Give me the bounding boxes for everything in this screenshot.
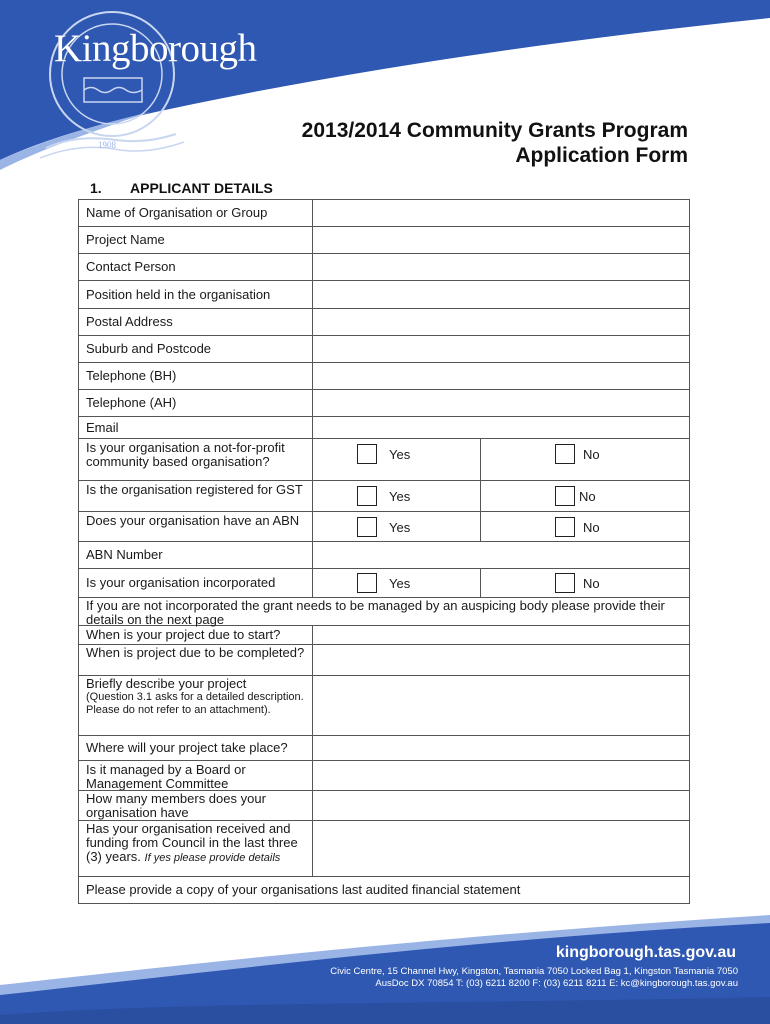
contact-person-label: Contact Person	[79, 254, 313, 280]
row-completed	[79, 645, 689, 676]
members-label: How many members does your organisation have	[79, 791, 313, 820]
abn-no-checkbox[interactable]	[555, 517, 575, 537]
where-field[interactable]	[313, 736, 689, 760]
row-tel-ah	[79, 390, 689, 417]
title-line-1: 2013/2014 Community Grants Program	[301, 119, 688, 142]
row-suburb-postcode	[79, 336, 689, 363]
row-email	[79, 417, 689, 439]
yes-label: Yes	[389, 447, 411, 462]
svg-text:1908: 1908	[98, 140, 116, 150]
funding-field[interactable]	[313, 821, 689, 876]
tel-ah-field[interactable]	[313, 390, 689, 416]
gst-yes-checkbox[interactable]	[357, 486, 377, 506]
board-label: Is it managed by a Board or Management Committee	[79, 761, 313, 790]
tel-bh-label: Telephone (BH)	[79, 363, 313, 389]
project-name-field[interactable]	[313, 227, 689, 253]
yes-label: Yes	[389, 576, 411, 591]
not-for-profit-yes-cell	[313, 439, 481, 480]
gst-no-cell	[481, 481, 689, 511]
row-abn-number	[79, 542, 689, 569]
position-label: Position held in the organisation	[79, 281, 313, 308]
section-label: APPLICANT DETAILS	[130, 180, 273, 196]
postal-address-field[interactable]	[313, 309, 689, 335]
row-board	[79, 761, 689, 791]
org-name-label: Name of Organisation or Group	[79, 200, 313, 226]
not-for-profit-no-cell	[481, 439, 689, 480]
no-label: No	[583, 576, 600, 591]
gst-yes-cell	[313, 481, 481, 511]
row-funding	[79, 821, 689, 877]
no-label: No	[579, 489, 596, 504]
contact-person-field[interactable]	[313, 254, 689, 280]
row-abn	[79, 512, 689, 542]
email-label: Email	[79, 417, 313, 438]
section-heading	[90, 180, 273, 196]
funding-note: If yes please provide details	[144, 852, 281, 864]
no-label: No	[583, 447, 600, 462]
row-where	[79, 736, 689, 761]
row-postal-address	[79, 309, 689, 336]
yes-label: Yes	[389, 489, 411, 504]
footer-swoosh-graphic	[0, 905, 770, 1024]
row-org-name	[79, 200, 689, 227]
tel-ah-label: Telephone (AH)	[79, 390, 313, 416]
abn-yes-checkbox[interactable]	[357, 517, 377, 537]
row-not-for-profit	[79, 439, 689, 481]
board-field[interactable]	[313, 761, 689, 790]
abn-no-cell	[481, 512, 689, 541]
row-gst	[79, 481, 689, 512]
row-contact-person	[79, 254, 689, 281]
abn-number-label: ABN Number	[79, 542, 313, 568]
abn-label: Does your organisation have an ABN	[79, 512, 313, 541]
tel-bh-field[interactable]	[313, 363, 689, 389]
no-label: No	[583, 520, 600, 535]
row-members	[79, 791, 689, 821]
auspicing-note: If you are not incorporated the grant needs to be managed by an auspicing body please provide their details on the next page	[79, 598, 689, 626]
incorporated-no-cell	[481, 569, 689, 597]
footer-website: kingborough.tas.gov.au	[555, 944, 736, 961]
start-field[interactable]	[313, 626, 689, 644]
not-for-profit-no-checkbox[interactable]	[555, 444, 575, 464]
row-start	[79, 626, 689, 645]
describe-field[interactable]	[313, 676, 689, 735]
incorporated-no-checkbox[interactable]	[555, 573, 575, 593]
row-position	[79, 281, 689, 309]
abn-number-field[interactable]	[313, 542, 689, 568]
completed-label: When is project due to be completed?	[79, 645, 313, 675]
abn-yes-cell	[313, 512, 481, 541]
yes-label: Yes	[389, 520, 411, 535]
org-name-field[interactable]	[313, 200, 689, 226]
completed-field[interactable]	[313, 645, 689, 675]
describe-label: Briefly describe your project	[86, 676, 247, 691]
describe-note: (Question 3.1 asks for a detailed description. Please do not refer to an attachment).	[86, 691, 304, 716]
row-describe	[79, 676, 689, 736]
members-field[interactable]	[313, 791, 689, 820]
not-for-profit-label: Is your organisation a not-for-profit community based organisation?	[79, 439, 313, 480]
incorporated-label: Is your organisation incorporated	[79, 569, 313, 597]
footer-address-line-2: AusDoc DX 70854 T: (03) 6211 8200 F: (03) 6211 8211 E: kc@kingborough.tas.gov.au	[375, 978, 738, 989]
gst-no-checkbox[interactable]	[555, 486, 575, 506]
brand-name: Kingborough	[54, 27, 257, 70]
where-label: Where will your project take place?	[79, 736, 313, 760]
not-for-profit-yes-checkbox[interactable]	[357, 444, 377, 464]
incorporated-yes-checkbox[interactable]	[357, 573, 377, 593]
gst-label: Is the organisation registered for GST	[79, 481, 313, 511]
incorporated-yes-cell	[313, 569, 481, 597]
form-title	[302, 118, 688, 168]
suburb-postcode-label: Suburb and Postcode	[79, 336, 313, 362]
project-name-label: Project Name	[79, 227, 313, 253]
row-tel-bh	[79, 363, 689, 390]
suburb-postcode-field[interactable]	[313, 336, 689, 362]
funding-label-cell	[79, 821, 313, 876]
applicant-details-table	[78, 199, 690, 904]
describe-label-cell	[79, 676, 313, 735]
email-field[interactable]	[313, 417, 689, 438]
footer-address	[330, 966, 738, 990]
start-label: When is your project due to start?	[79, 626, 313, 644]
position-field[interactable]	[313, 281, 689, 308]
row-project-name	[79, 227, 689, 254]
footer-address-line-1: Civic Centre, 15 Channel Hwy, Kingston, Tasmania 7050 Locked Bag 1, Kingston Tasmania 7050	[330, 966, 738, 977]
title-line-2: Application Form	[515, 144, 688, 167]
funding-label: Has your organisation received and funding from Council in the last three (3) years.	[86, 821, 298, 864]
postal-address-label: Postal Address	[79, 309, 313, 335]
audited-statement-note: Please provide a copy of your organisations last audited financial statement	[86, 882, 521, 897]
row-incorporated	[79, 569, 689, 598]
section-number: 1.	[90, 180, 102, 196]
